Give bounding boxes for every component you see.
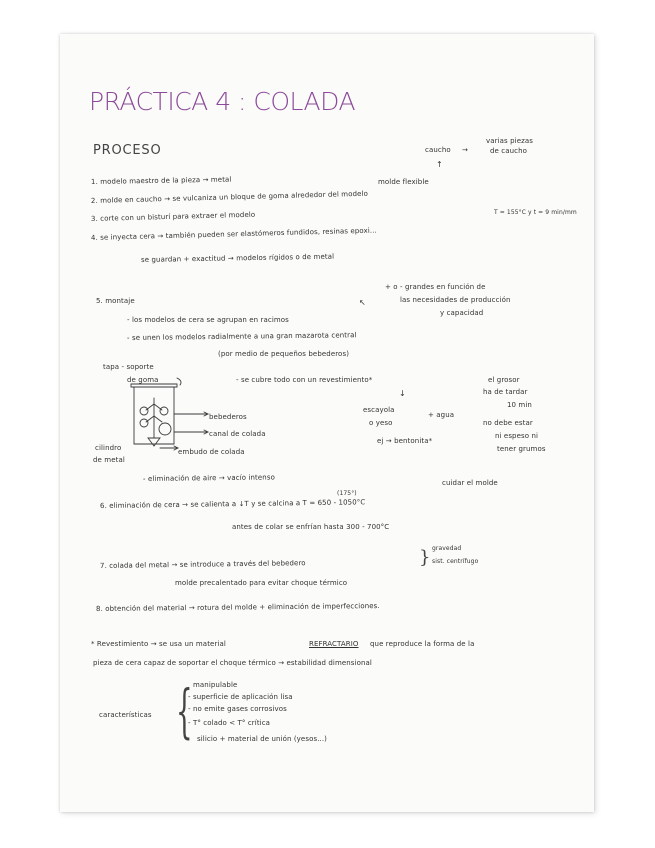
step-5-cubre: - se cubre todo con un revestimiento* (236, 376, 373, 384)
step-3-note: T = 155°C y t = 9 min/mm (494, 209, 577, 216)
step-8: 8. obtención del material → rotura del molde + eliminación de imperfecciones. (95, 602, 380, 613)
note-de-caucho: de caucho (490, 147, 528, 155)
down-arrow-glyph: ↓ (399, 389, 406, 398)
label-embudo: embudo de colada (178, 448, 245, 456)
label-de-goma: de goma (127, 376, 159, 384)
note-175: (175°) (337, 490, 357, 497)
step-7-detail: molde precalentado para evitar choque térmico (175, 579, 348, 587)
note-poros-1: no debe estar (483, 419, 533, 427)
label-cilindro: cilindro (95, 444, 122, 452)
label-bebederos: bebederos (209, 413, 247, 421)
step-7: 7. colada del metal → se introduce a través del bebedero (99, 559, 306, 570)
char-item-3: - no emite gases corrosivos (188, 705, 287, 713)
arrow-glyph: ↖ (359, 298, 366, 307)
step-5-note-b: las necesidades de producción (400, 296, 511, 304)
note-cuidar-molde: cuidar el molde (442, 479, 498, 487)
step-3: 3. corte con un bisturí para extraer el modelo (90, 210, 256, 223)
note-o-yeso: o yeso (369, 419, 393, 427)
note-varias-piezas: varias piezas (486, 137, 534, 145)
step-6-detail: antes de colar se enfrían hasta 300 - 700°C (232, 523, 390, 531)
step-5-note-c: y capacidad (440, 309, 484, 317)
step-6: 6. eliminación de cera → se calienta a ↓T y se calcina a T = 650 - 1050°C (99, 498, 366, 510)
up-arrow-glyph: ↑ (436, 160, 443, 169)
revestimiento-b: que reproduce la forma de la (370, 640, 475, 648)
char-item-4: - T° colado < T° crítica (188, 719, 271, 727)
step-5-note-a: + o - grandes en función de (385, 283, 486, 291)
flask-sketch (128, 376, 218, 456)
note-grosor-2: ha de tardar (483, 388, 528, 396)
label-canal: canal de colada (209, 430, 266, 438)
step-1: 1. modelo maestro de la pieza → metal (90, 175, 232, 186)
char-item-2: - superficie de aplicación lisa (188, 693, 293, 701)
char-item-1: manipulable (193, 681, 238, 689)
step-2: 2. molde en caucho → se vulcaniza un bloque de goma alrededor del modelo (90, 189, 369, 205)
note-centrifugo: sist. centrífugo (432, 558, 479, 565)
label-tapa: tapa - soporte (103, 363, 154, 371)
step-5-bullet-2: - se unen los modelos radialmente a una gran mazarota central (126, 331, 357, 342)
note-poros-2: ni espeso ni (495, 432, 539, 440)
revestimiento-a: * Revestimiento → se usa un material (91, 640, 226, 648)
page-title: PRÁCTICA 4 : COLADA (89, 87, 356, 116)
caracteristicas-label: características (99, 711, 152, 719)
arrow-glyph: → (462, 146, 468, 154)
step-5-bullet-3: (por medio de pequeños bebederos) (218, 350, 350, 358)
brace-glyph: } (419, 547, 431, 568)
label-de-metal: de metal (93, 456, 125, 464)
note-caucho: caucho (425, 146, 451, 154)
brace-glyph: { (176, 677, 193, 745)
step-5-aire: - eliminación de aire → vacío intenso (142, 473, 276, 483)
step-5-bullet-1: - los modelos de cera se agrupan en racimos (127, 316, 289, 324)
note-gravedad: gravedad (432, 545, 462, 552)
note-poros-3: tener grumos (497, 445, 546, 453)
revestimiento-c: pieza de cera capaz de soportar el choque térmico → estabilidad dimensional (93, 659, 372, 667)
note-grosor-1: el grosor (488, 376, 520, 384)
note-molde-flexible: molde flexible (378, 178, 429, 186)
char-item-5: silicio + material de unión (yesos...) (197, 735, 328, 743)
note-agua: + agua (428, 411, 455, 419)
note-grosor-3: 10 min (507, 401, 532, 409)
section-heading: PROCESO (93, 143, 162, 158)
note-escayola: escayola (363, 406, 395, 414)
revestimiento-refractario: REFRACTARIO (309, 640, 359, 648)
step-4-detail: se guardan + exactitud → modelos rígidos o de metal (140, 252, 335, 264)
note-ej: ej → bentonita* (377, 437, 433, 445)
step-5-label: 5. montaje (96, 297, 135, 305)
step-4: 4. se inyecta cera → también pueden ser elastómeros fundidos, resinas epoxi... (90, 226, 377, 242)
